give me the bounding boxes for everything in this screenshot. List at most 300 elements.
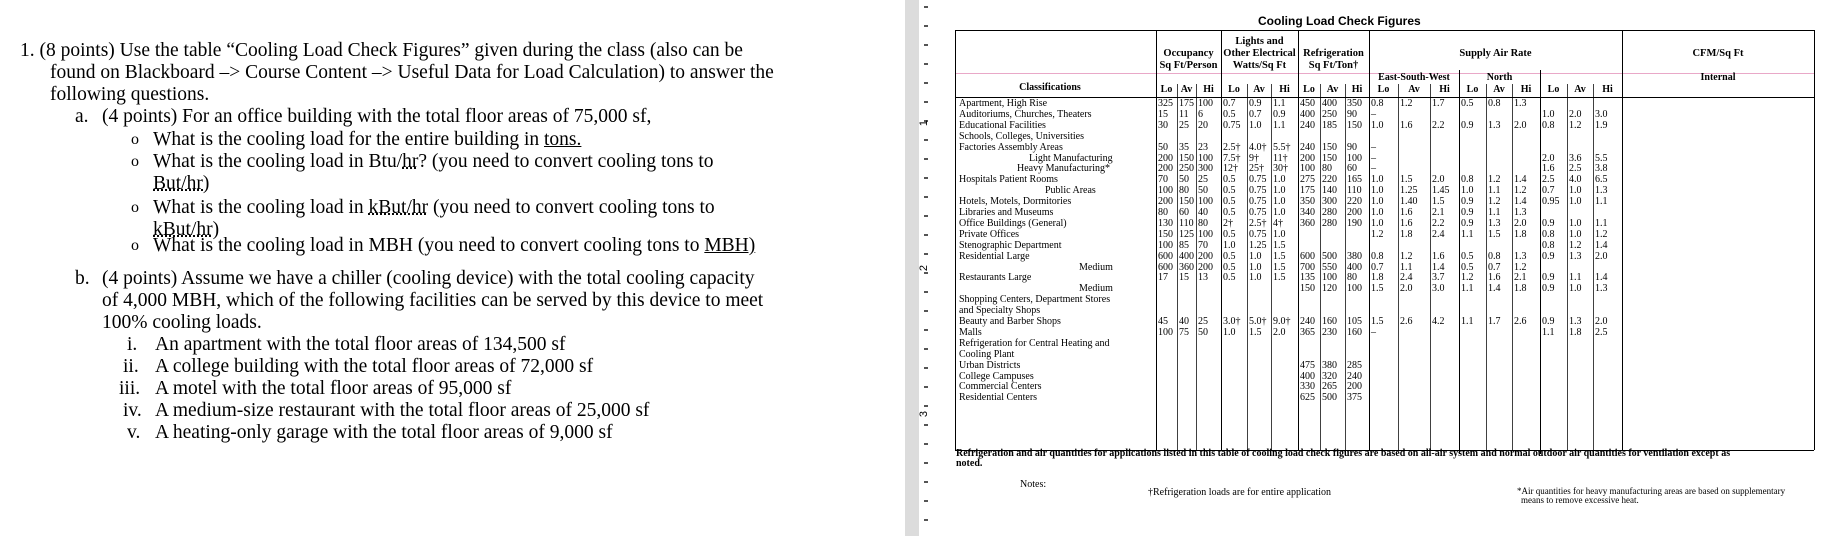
table-top-border	[955, 30, 1814, 31]
table-cell: 2.5†	[1223, 141, 1241, 153]
table-cell: 7.5†	[1223, 152, 1241, 164]
table-cell: 25	[1179, 119, 1189, 131]
table-cell: 15	[1179, 272, 1189, 284]
part-b-item-text: A heating-only garage with the total floor areas of 9,000 sf	[155, 422, 613, 443]
table-cell: 0.5	[1223, 108, 1236, 120]
table-cell: 1.0	[1569, 217, 1582, 229]
table-cell: 200	[1158, 152, 1173, 164]
classifications-header: Classifications	[1019, 82, 1081, 93]
table-cell: 0.5	[1461, 250, 1474, 262]
ruler-tick	[924, 82, 928, 84]
table-cell: 1.2	[1595, 228, 1608, 240]
table-cell: 60	[1179, 207, 1189, 218]
part-a-item-3-cont: kBut/hr)	[153, 219, 220, 240]
table-cell: 380	[1347, 250, 1362, 262]
table-cell: 280	[1322, 217, 1337, 229]
table-cell: 0.95	[1542, 196, 1560, 208]
table-cell: 0.5	[1223, 272, 1236, 284]
table-cell: 85	[1179, 239, 1189, 251]
notes-label: Notes:	[1020, 479, 1047, 490]
part-b-label: b.	[75, 268, 90, 289]
table-cell: 2.5	[1595, 326, 1608, 338]
table-cell: –	[1371, 141, 1376, 153]
table-cell: 0.9	[1461, 196, 1474, 208]
table-cell: 300	[1322, 196, 1337, 208]
part-a-item-2-cont: But/hr)	[153, 173, 210, 194]
part-b-item-number: v.	[127, 422, 141, 443]
table-cell: 0.9	[1542, 272, 1555, 284]
row-label: Restaurants Large	[959, 272, 1032, 284]
table-cell: 1.5	[1273, 250, 1286, 262]
row-label: College Campuses	[959, 370, 1034, 382]
ruler-tick	[924, 158, 928, 160]
table-cell: 1.2	[1569, 119, 1582, 131]
table-cell: 2.2	[1432, 217, 1445, 229]
table-cell: 60	[1347, 163, 1357, 175]
table-cell: 50	[1179, 174, 1189, 186]
table-cell: 1.0	[1371, 207, 1384, 218]
column-header: Hi	[1279, 84, 1290, 95]
ruler-tick	[924, 63, 928, 65]
item-text: What is the cooling load in	[153, 197, 369, 218]
ruler-tick	[924, 177, 928, 179]
subgroup-header: North	[1486, 72, 1513, 83]
column-header: Lo	[1547, 84, 1560, 95]
table-cell: 1.2	[1400, 98, 1413, 109]
table-cell: 4.0	[1569, 174, 1582, 186]
table-cell: 265	[1322, 381, 1337, 393]
table-cell: 600	[1158, 250, 1173, 262]
table-cell: 200	[1347, 207, 1362, 218]
table-cell: 0.9	[1461, 207, 1474, 218]
table-cell: 100	[1198, 152, 1213, 164]
row-label: Refrigeration for Central Heating and	[959, 337, 1110, 349]
table-cell: 110	[1179, 217, 1194, 229]
table-cell: 2.4	[1432, 228, 1445, 240]
table-cell: 1.1	[1273, 98, 1286, 109]
group-header: Watts/Sq Ft	[1232, 60, 1287, 71]
table-cell: 350	[1347, 98, 1362, 109]
ruler-tick	[924, 443, 928, 445]
row-label: Auditoriums, Churches, Theaters	[959, 108, 1092, 120]
table-cell: 45	[1158, 316, 1168, 327]
table-cell: 40	[1179, 316, 1189, 327]
table-cell: 1.4	[1595, 239, 1608, 251]
table-cell: 330	[1300, 381, 1315, 393]
column-header: Av	[1253, 84, 1265, 95]
ruler-tick	[924, 386, 928, 388]
table-cell: 0.8	[1461, 174, 1474, 186]
table-cell: 2.6	[1514, 316, 1527, 327]
table-cell: 200	[1158, 196, 1173, 208]
column-header: Hi	[1520, 84, 1532, 95]
table-cell: 1.0	[1273, 174, 1286, 186]
ruler-tick	[924, 272, 928, 274]
table-cell: 1.6	[1400, 217, 1413, 229]
table-cell: 1.0	[1223, 239, 1236, 251]
part-b-item-number: i.	[127, 334, 138, 355]
table-cell: 0.75	[1249, 174, 1267, 186]
table-cell: 240	[1300, 316, 1315, 327]
part-b-item-number: iii.	[119, 378, 141, 399]
table-cell: 5.5	[1595, 152, 1608, 164]
table-cell: 1.2	[1488, 174, 1501, 186]
table-cell: 1.0	[1371, 174, 1384, 186]
table-cell: 1.6	[1400, 119, 1413, 131]
table-cell: 25	[1198, 174, 1208, 186]
table-cell: 1.8	[1371, 272, 1384, 284]
table-cell: 2.5†	[1249, 217, 1267, 229]
table-cell: 1.3	[1595, 283, 1608, 295]
table-cell: 105	[1347, 316, 1362, 327]
table-cell: 1.4	[1432, 261, 1445, 273]
table-cell: 280	[1322, 207, 1337, 218]
table-cell: 1.5	[1273, 272, 1286, 284]
group-separator	[1622, 30, 1623, 450]
group-header: Other Electrical	[1223, 48, 1296, 59]
row-label: Libraries and Museums	[959, 207, 1054, 218]
table-cell: 1.1	[1400, 261, 1413, 273]
table-cell: 1.5	[1488, 228, 1501, 240]
column-separator	[1247, 84, 1248, 450]
table-cell: 80	[1179, 185, 1189, 197]
table-cell: 80	[1347, 272, 1357, 284]
table-cell: 1.1	[1273, 119, 1286, 131]
ruler-tick	[924, 44, 928, 46]
column-header: Lo	[1160, 84, 1173, 95]
table-cell: 220	[1347, 196, 1362, 208]
column-separator	[1512, 84, 1513, 450]
table-cell: 0.7	[1488, 261, 1501, 273]
ruler-tick	[924, 196, 928, 198]
row-label: Hotels, Motels, Dormitories	[959, 196, 1072, 208]
table-cell: 2.0	[1514, 119, 1527, 131]
ruler-tick	[924, 6, 928, 8]
column-separator	[1430, 84, 1431, 450]
table-cell: 1.0	[1461, 185, 1474, 197]
pane-divider	[905, 0, 919, 536]
table-cell: 2.0	[1595, 316, 1608, 327]
table-cell: 1.5	[1249, 326, 1262, 338]
column-header: Hi	[1203, 84, 1214, 95]
row-label: Stenographic Department	[959, 239, 1062, 251]
table-cell: 17	[1158, 272, 1168, 284]
table-cell: 0.8	[1488, 250, 1501, 262]
table-cell: 80	[1322, 163, 1332, 175]
row-label: Heavy Manufacturing*	[1017, 163, 1111, 175]
table-cell: 0.8	[1542, 119, 1555, 131]
row-label: Apartment, High Rise	[959, 98, 1048, 109]
table-cell: 0.7	[1371, 261, 1384, 273]
column-separator	[1320, 84, 1321, 450]
part-b-line-3: 100% cooling loads.	[102, 312, 262, 333]
table-cell: 300	[1198, 163, 1213, 175]
table-cell: 100	[1322, 272, 1337, 284]
table-cell: 9†	[1249, 152, 1259, 164]
table-cell: 175	[1300, 185, 1315, 197]
table-cell: 250	[1322, 108, 1337, 120]
table-cell: 150	[1322, 152, 1337, 164]
table-cell: 0.75	[1249, 185, 1267, 197]
table-cell: 50	[1198, 185, 1208, 197]
table-cell: 90	[1347, 108, 1357, 120]
column-separator	[1177, 84, 1178, 450]
table-cell: 380	[1322, 359, 1337, 371]
ruler-tick	[924, 519, 928, 521]
part-a-item	[153, 151, 714, 173]
column-header: Av	[1574, 84, 1586, 95]
table-cell: 325	[1158, 98, 1173, 109]
table-cell: 190	[1347, 217, 1362, 229]
table-cell: 0.9	[1542, 316, 1555, 327]
ruler-tick	[924, 405, 928, 407]
table-cell: 150	[1179, 152, 1194, 164]
part-a-item	[153, 235, 755, 257]
table-cell: 1.9	[1595, 119, 1608, 131]
table-cell: 365	[1300, 326, 1315, 338]
table-cell: 0.9	[1542, 283, 1555, 295]
ruler-tick	[924, 291, 928, 293]
table-cell: 700	[1300, 261, 1315, 273]
ruler-tick	[924, 329, 928, 331]
table-cell: 25	[1198, 316, 1208, 327]
table-cell: 1.2	[1461, 272, 1474, 284]
table-cell: 340	[1300, 207, 1315, 218]
ruler-tick	[924, 310, 928, 312]
table-cell: 2.0	[1432, 174, 1445, 186]
table-cell: 100	[1158, 326, 1173, 338]
table-cell: 1.2	[1514, 185, 1527, 197]
table-cell: 625	[1300, 392, 1315, 404]
table-cell: 3.0	[1432, 283, 1445, 295]
table-cell: 240	[1347, 370, 1362, 382]
ruler-tick	[924, 139, 928, 141]
table-cell: 600	[1300, 250, 1315, 262]
part-b-line-2: of 4,000 MBH, which of the following facilities can be served by this device to meet	[102, 290, 764, 311]
column-header: Lo	[1377, 84, 1390, 95]
table-cell: 1.40	[1400, 196, 1418, 208]
bullet-marker: o	[131, 153, 139, 170]
part-b-item-number: ii.	[123, 356, 139, 377]
table-cell: 1.6	[1432, 250, 1445, 262]
table-cell: 35	[1179, 141, 1189, 153]
row-label: and Specialty Shops	[959, 305, 1041, 317]
table-cell: 0.9	[1542, 217, 1555, 229]
table-cell: 1.5	[1371, 283, 1384, 295]
table-cell: 2†	[1223, 217, 1233, 229]
column-separator	[1486, 84, 1487, 450]
table-cell: 0.8	[1542, 228, 1555, 240]
table-cell: 0.5	[1223, 185, 1236, 197]
question-pane	[0, 0, 905, 536]
item-underlined: kBut/hr	[368, 197, 429, 218]
table-cell: 200	[1158, 163, 1173, 175]
table-cell: 2.5	[1542, 174, 1555, 186]
table-cell: 360	[1179, 261, 1194, 273]
column-separator	[1221, 84, 1222, 450]
table-right-border	[1814, 30, 1815, 450]
table-cell: 0.9	[1542, 250, 1555, 262]
table-cell: 1.7	[1488, 316, 1501, 327]
table-cell: 400	[1322, 98, 1337, 109]
table-cell: 1.1	[1461, 283, 1474, 295]
ruler-tick	[924, 101, 928, 103]
table-cell: 4.0†	[1249, 141, 1267, 153]
table-cell: 1.5	[1371, 316, 1384, 327]
table-cell: 285	[1347, 359, 1362, 371]
ruler-number: 3	[918, 410, 931, 418]
ruler-tick	[924, 424, 928, 426]
table-cell: 80	[1198, 217, 1208, 229]
table-cell: 320	[1322, 370, 1337, 382]
table-cell: 1.3	[1569, 250, 1582, 262]
row-label: Hospitals Patient Rooms	[959, 174, 1058, 186]
bullet-marker: o	[131, 237, 139, 254]
table-cell: 80	[1158, 207, 1168, 218]
table-cell: 1.5	[1273, 239, 1286, 251]
ruler-number: 1	[918, 119, 931, 127]
table-cell: 0.5	[1223, 228, 1236, 240]
item-underlined: tons.	[544, 129, 582, 150]
table-cell: 1.3	[1514, 98, 1527, 109]
table-cell: 100	[1300, 163, 1315, 175]
column-header: Av	[1326, 84, 1339, 95]
ruler-tick	[924, 25, 928, 27]
column-header: Hi	[1439, 84, 1450, 95]
table-cell: 400	[1300, 108, 1315, 120]
part-a-label: a.	[75, 106, 89, 127]
table-cell: 1.6	[1488, 272, 1501, 284]
table-cell: 100	[1158, 185, 1173, 197]
table-cell: 1.0	[1569, 185, 1582, 197]
table-cell: 130	[1158, 217, 1173, 229]
column-separator	[1345, 84, 1346, 450]
question-line-1: 1. (8 points) Use the table “Cooling Load Check Figures” given during the class (also can be	[20, 40, 743, 61]
table-cell: 160	[1322, 316, 1337, 327]
table-cell: 250	[1179, 163, 1194, 175]
group-header: Sq Ft/Ton†	[1308, 60, 1359, 71]
column-separator	[1540, 84, 1541, 450]
column-separator	[1298, 84, 1299, 450]
table-cell: 200	[1300, 152, 1315, 164]
table-cell: 1.6	[1400, 207, 1413, 218]
table-cell: 1.0	[1249, 272, 1262, 284]
ruler-number: 2	[918, 264, 931, 272]
item-text: What is the cooling load for the entire building in	[153, 129, 544, 150]
table-cell: 1.1	[1461, 228, 1474, 240]
table-cell: 1.1	[1542, 326, 1555, 338]
table-cell: 1.2	[1371, 228, 1384, 240]
table-cell: 1.1	[1595, 196, 1608, 208]
table-cell: 0.7	[1249, 108, 1262, 120]
table-cell: 1.8	[1514, 228, 1527, 240]
row-label: Commercial Centers	[959, 381, 1042, 393]
table-cell: 550	[1322, 261, 1337, 273]
row-label: Medium	[1079, 283, 1113, 295]
table-cell: 125	[1179, 228, 1194, 240]
part-b-line-1: (4 points) Assume we have a chiller (cooling device) with the total cooling capacity	[102, 268, 755, 289]
group-header: Refrigeration	[1303, 48, 1364, 59]
table-cell: 12†	[1223, 163, 1238, 175]
table-cell: 1.1	[1488, 207, 1501, 218]
table-cell: 110	[1347, 185, 1362, 197]
table-cell: –	[1371, 152, 1376, 164]
question-line-2: found on Blackboard –> Course Content –> Useful Data for Load Calculation) to answer the	[50, 62, 774, 83]
table-cell: 1.0	[1273, 228, 1286, 240]
row-label: Light Manufacturing	[1029, 152, 1113, 164]
column-separator	[1459, 84, 1460, 450]
table-cell: 350	[1300, 196, 1315, 208]
table-cell: 1.0	[1273, 185, 1286, 197]
table-cell: 70	[1198, 239, 1208, 251]
table-cell: 1.3	[1595, 185, 1608, 197]
table-cell: 1.5	[1432, 196, 1445, 208]
row-label: Malls	[959, 326, 982, 338]
table-cell: 1.4	[1488, 283, 1501, 295]
table-cell: 11	[1179, 108, 1189, 120]
table-cell: 1.0	[1273, 196, 1286, 208]
table-cell: 70	[1158, 174, 1168, 186]
group-header: Sq Ft/Person	[1159, 60, 1218, 71]
table-cell: 400	[1179, 250, 1194, 262]
table-cell: 20	[1198, 119, 1208, 131]
column-header: Hi	[1602, 84, 1613, 95]
table-cell: 6	[1198, 108, 1203, 120]
subgroup-header: East-South-West	[1378, 72, 1450, 83]
part-b-item-text: A medium-size restaurant with the total floor areas of 25,000 sf	[155, 400, 650, 421]
table-cell: 1.2	[1569, 239, 1582, 251]
table-cell: 0.9	[1249, 98, 1262, 109]
table-cell: 150	[1179, 196, 1194, 208]
table-cell: 2.0	[1569, 108, 1582, 120]
item-text: What is the cooling load in Btu/	[153, 151, 403, 172]
table-cell: 5.5†	[1273, 141, 1291, 153]
group-header: Occupancy	[1163, 48, 1214, 59]
table-cell: 2.0	[1514, 217, 1527, 229]
group-header: Lights and	[1235, 36, 1284, 47]
table-cell: 11†	[1273, 152, 1288, 164]
table-cell: 1.8	[1569, 326, 1582, 338]
column-separator	[1567, 84, 1568, 450]
table-cell: 375	[1347, 392, 1362, 404]
bullet-marker: o	[131, 199, 139, 216]
table-cell: 0.8	[1371, 250, 1384, 262]
column-separator	[1593, 84, 1594, 450]
row-label: Office Buildings (General)	[959, 217, 1067, 229]
table-left-border	[955, 30, 956, 450]
note-air-1: *Air quantities for heavy manufacturing areas are based on supplementary	[1517, 486, 1786, 496]
table-cell: 1.45	[1432, 185, 1450, 197]
table-cell: 0.7	[1542, 185, 1555, 197]
table-cell: 1.0	[1569, 228, 1582, 240]
table-cell: 75	[1179, 326, 1189, 338]
table-cell: 1.7	[1432, 98, 1445, 109]
table-cell: 135	[1300, 272, 1315, 284]
ruler-tick	[924, 367, 928, 369]
table-cell: 1.3	[1488, 217, 1501, 229]
page-ruler	[919, 0, 933, 536]
table-cell: 4†	[1273, 217, 1283, 229]
part-a-text: (4 points) For an office building with the total floor areas of 75,000 sf,	[102, 106, 652, 127]
table-cell: 90	[1347, 141, 1357, 153]
table-cell: 25†	[1249, 163, 1264, 175]
table-cell: 2.0	[1273, 326, 1286, 338]
table-cell: 275	[1300, 174, 1315, 186]
table-cell: 1.3	[1488, 119, 1501, 131]
subgroup-header: Internal	[1700, 72, 1736, 83]
table-cell: 30†	[1273, 163, 1288, 175]
table-cell: 1.0	[1569, 196, 1582, 208]
